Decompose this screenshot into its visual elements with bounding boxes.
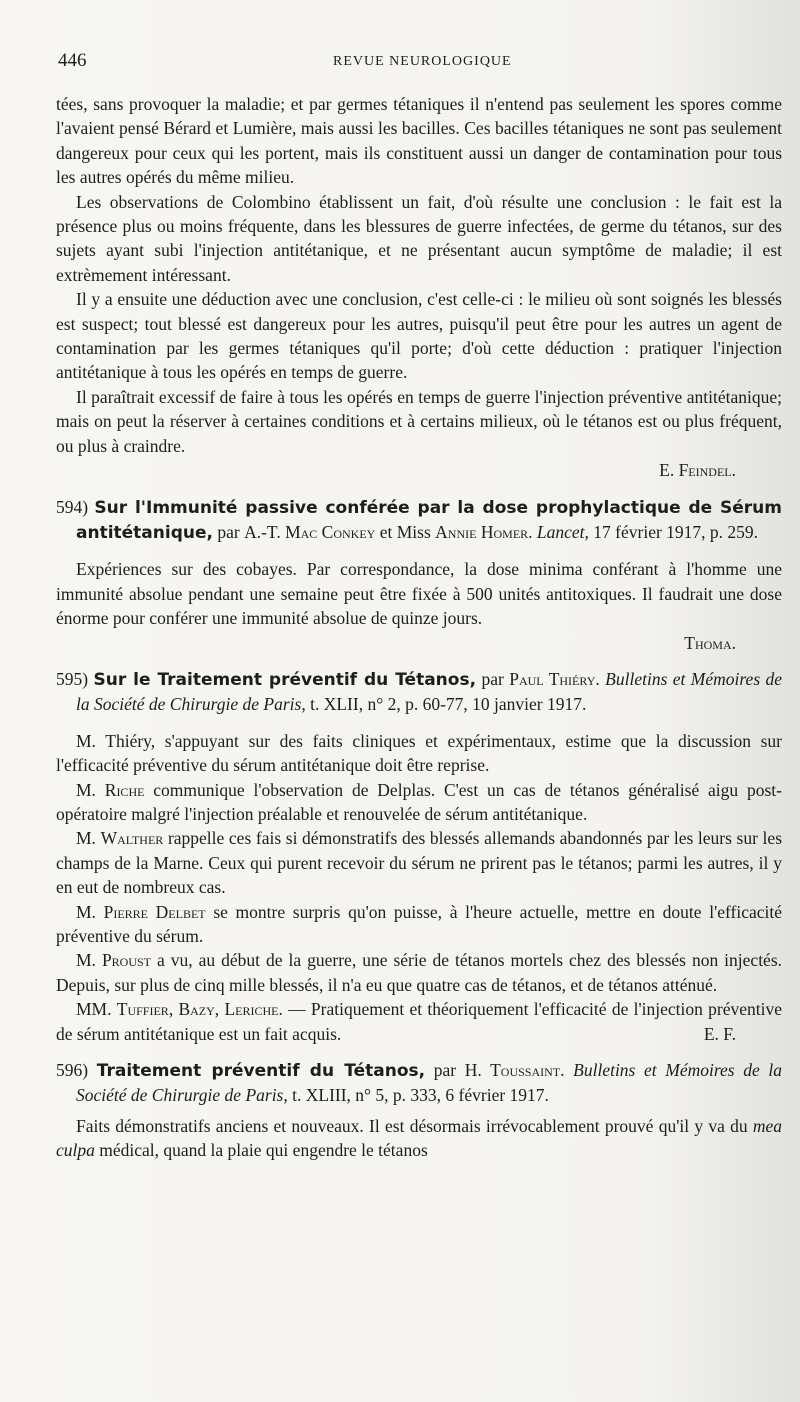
signature-feindel: E. Feindel.	[659, 460, 736, 481]
intro-paragraph-1: tées, sans provoquer la maladie; et par germes tétaniques il n'entend pas seulement les spores comme l'avaient pensé Bérard et Lumière, mais aussi les bacilles. Ces bacilles tétaniques ne sont pas seulement dangereux pour ceux qui les portent, mais ils constituent aussi un danger de contamination pour tous les autres opérés du même milieu.	[56, 94, 782, 188]
page-body	[56, 92, 782, 1163]
signature-thoma: Thoma.	[684, 632, 736, 653]
entry-title: Sur le Traitement préventif du Tétanos,	[93, 669, 477, 690]
entry-595-paragraph-2: M. Riche communique l'observation de Delplas. C'est un cas de tétanos généralisé aigu post-opératoire malgré l'injection préalable et renouvelée de sérum antitétanique.	[56, 779, 783, 824]
signature-ef: E. F.	[703, 1023, 736, 1044]
entry-594-heading: 594) Sur l'Immunité passive conférée par la dose prophylactique de Sérum antitétanique, par A.-T. Mac Conkey et Miss Annie Homer. Lancet, 17 février 1917, p. 259.	[56, 496, 782, 543]
entry-596-abstract: Faits démonstratifs anciens et nouveaux. Il est désormais irrévocablement prouvé qu'il y va du mea culpa médical, quand la plaie qui engendre le tétanos	[56, 1115, 783, 1161]
entry-title: Traitement préventif du Tétanos,	[96, 1061, 426, 1082]
intro-paragraph-2: Les observations de Colombino établissent un fait, d'où résulte une conclusion : le fait est la présence plus ou moins fréquente, dans les blessures de guerre infectées, de germe du tétanos, sur des sujets ayant subi l'injection antitétanique, et ne présentant aucun symptôme de maladie; il est extrèmement intéressant.	[56, 191, 782, 285]
entry-title: Sur l'Immunité passive conférée par la dose prophylactique de Sérum antitétanique,	[76, 497, 782, 543]
intro-paragraph-3: Il y a ensuite une déduction avec une conclusion, c'est celle-ci : le milieu où sont soignés les blessés est suspect; tout blessé est dangereux pour les autres, puisqu'il peut être pour les autres un agent de contamination par les germes tétaniques qu'il porte; d'où cette déduction : pratiquer l'injection antitétanique à tous les opérés en temps de guerre.	[56, 289, 782, 383]
entry-journal: Lancet,	[536, 521, 589, 542]
entry-journal: Bulletins et Mémoires de la Société de Chirurgie de Paris,	[76, 1060, 783, 1106]
entry-number: 594)	[56, 496, 89, 517]
entry-595-paragraph-6: MM. Tuffier, Bazy, Leriche. — Pratiquement et théoriquement l'efficacité de l'injection préventive de sérum antitétanique est un fait acquis. E. F.	[56, 997, 782, 1046]
entry-595-heading: 595) Sur le Traitement préventif du Tétanos, par Paul Thiéry. Bulletins et Mémoires de la Société de Chirurgie de Paris, t. XLII, n° 2, p. 60-77, 10 janvier 1917.	[56, 668, 783, 715]
entry-author: A.-T. Mac Conkey	[244, 521, 376, 542]
entry-595-paragraph-1: M. Thiéry, s'appuyant sur des faits cliniques et expérimentaux, estime que la discussion sur l'efficacité préventive du sérum antitétanique doit être reprise.	[56, 730, 782, 776]
entry-number: 596)	[56, 1060, 89, 1081]
entry-595-paragraph-3: M. Walther rappelle ces fais si démonstratifs des blessés allemands abandonnés par les leurs sur les champs de la Marne. Ceux qui purent recevoir du sérum ne prirent pas le tétanos; parmi les autres, il y en eut de nombreux cas.	[56, 828, 783, 898]
entry-author: Paul Thiéry.	[509, 668, 600, 689]
entry-author: H. Toussaint.	[464, 1060, 565, 1081]
entry-journal: Bulletins et Mémoires de la Société de Chirurgie de Paris,	[76, 668, 783, 715]
entry-595-paragraph-4: M. Pierre Delbet se montre surpris qu'on puisse, à l'heure actuelle, mettre en doute l'efficacité préventive du sérum.	[56, 901, 783, 946]
entry-reference: 17 février 1917, p. 259.	[593, 521, 759, 542]
page-number: 446	[58, 50, 87, 71]
intro-paragraph-4: Il paraîtrait excessif de faire à tous les opérés en temps de guerre l'injection préventive antitétanique; mais on peut la réserver à certaines conditions et à certains milieux, où le tétanos est ou plus fréquent, ou plus à craindre.	[56, 386, 782, 456]
entry-reference: t. XLIII, n° 5, p. 333, 6 février 1917.	[292, 1085, 549, 1106]
entry-596-heading: 596) Traitement préventif du Tétanos, par H. Toussaint. Bulletins et Mémoires de la Société de Chirurgie de Paris, t. XLIII, n° 5, p. 333, 6 février 1917.	[56, 1060, 783, 1106]
entry-595-paragraph-5: M. Proust a vu, au début de la guerre, une série de tétanos mortels chez des blessés non injectés. Depuis, sur plus de cinq mille blessés, il n'a eu que quatre cas de tétanos, et de tétanos atténué.	[56, 950, 783, 995]
page-header	[58, 50, 778, 80]
entry-594-abstract: Expériences sur des cobayes. Par correspondance, la dose minima conférant à l'homme une immunité absolue pendant une semaine peut être fixée à 500 unités antitoxiques. Il faudrait une dose énorme pour conférer une immunité absolue de quinze jours.	[56, 559, 782, 629]
entry-author: Annie Homer.	[435, 521, 533, 542]
running-title: REVUE NEUROLOGIQUE	[333, 54, 512, 69]
entry-number: 595)	[56, 668, 89, 689]
entry-reference: t. XLII, n° 2, p. 60-77, 10 janvier 1917.	[310, 694, 587, 715]
